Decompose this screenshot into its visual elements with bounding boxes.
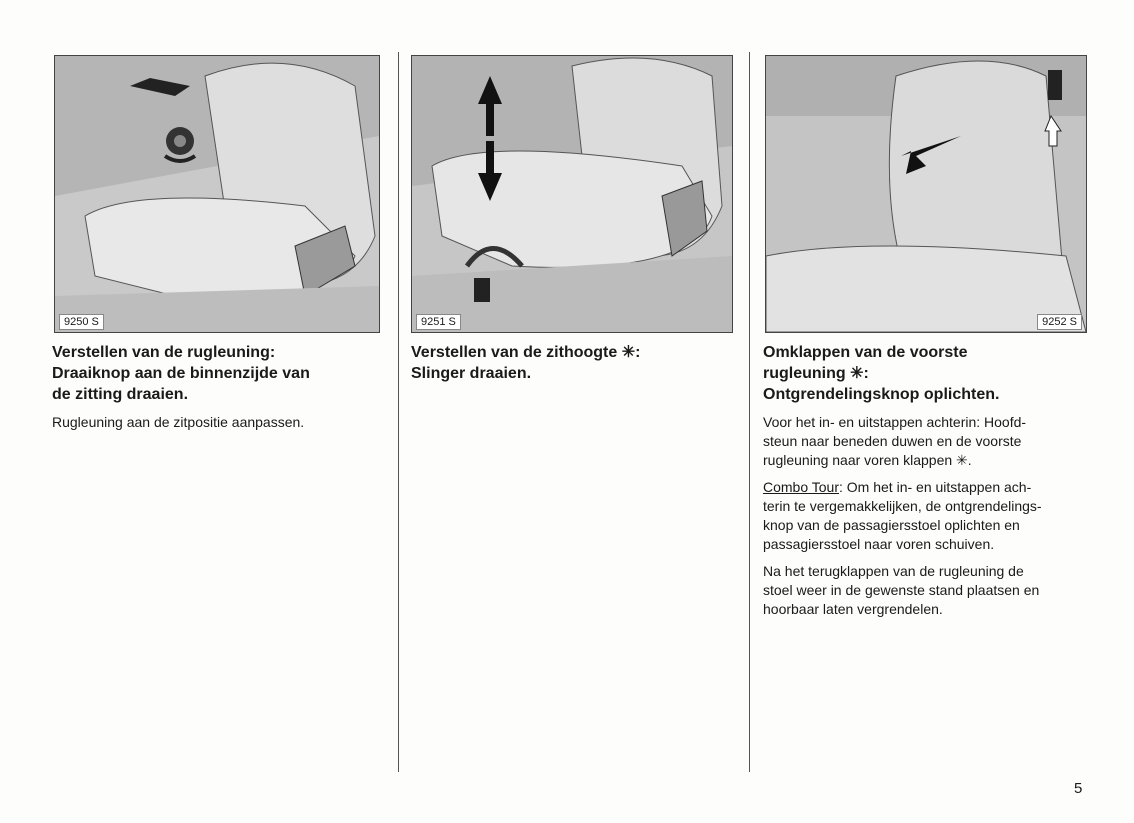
page-number: 5 [1074,780,1083,797]
figure-backrest-adjust [54,55,380,333]
paragraph-fold-back: Na het terugklappen van de rugleuning de stoel weer in de gewenste stand plaatsen en hoorbaar laten vergrendelen. [763,563,1040,617]
paragraph-backrest: Rugleuning aan de zitpositie aanpassen. [52,414,305,430]
column-2 [411,342,741,384]
column-divider-left [398,52,399,772]
combo-tour-label: Combo Tour [763,479,840,495]
seat-illustration-2 [412,56,732,332]
heading-fold-backrest: Omklappen van de voorste rugleuning ✳: Ontgrendelingsknop oplichten. [763,344,1000,403]
figure-code: 9251 S [416,314,461,330]
figure-code: 9252 S [1037,314,1082,330]
column-1 [52,342,382,432]
column-3 [763,342,1093,619]
column-divider-right [749,52,750,772]
seat-illustration-1 [55,56,379,332]
seat-illustration-3 [766,56,1086,332]
heading-backrest: Verstellen van de rugleuning: Draaiknop aan de binnenzijde van de zitting draaien. [52,344,310,403]
figure-seat-height [411,55,733,333]
paragraph-combo-tour: Combo Tour: Om het in- en uitstappen ach- terin te vergemakkelijken, de ontgrendelings- knop van de passagiersstoel oplichten en passagiersstoel naar voren schuiven. [763,479,1042,552]
heading-seat-height: Verstellen van de zithoogte ✳: Slinger draaien. [411,344,641,382]
figure-code: 9250 S [59,314,104,330]
paragraph-entry-rear: Voor het in- en uitstappen achterin: Hoofd- steun naar beneden duwen en de voorste rugleuning naar voren klappen ✳. [763,414,1027,468]
figure-fold-backrest [765,55,1087,333]
